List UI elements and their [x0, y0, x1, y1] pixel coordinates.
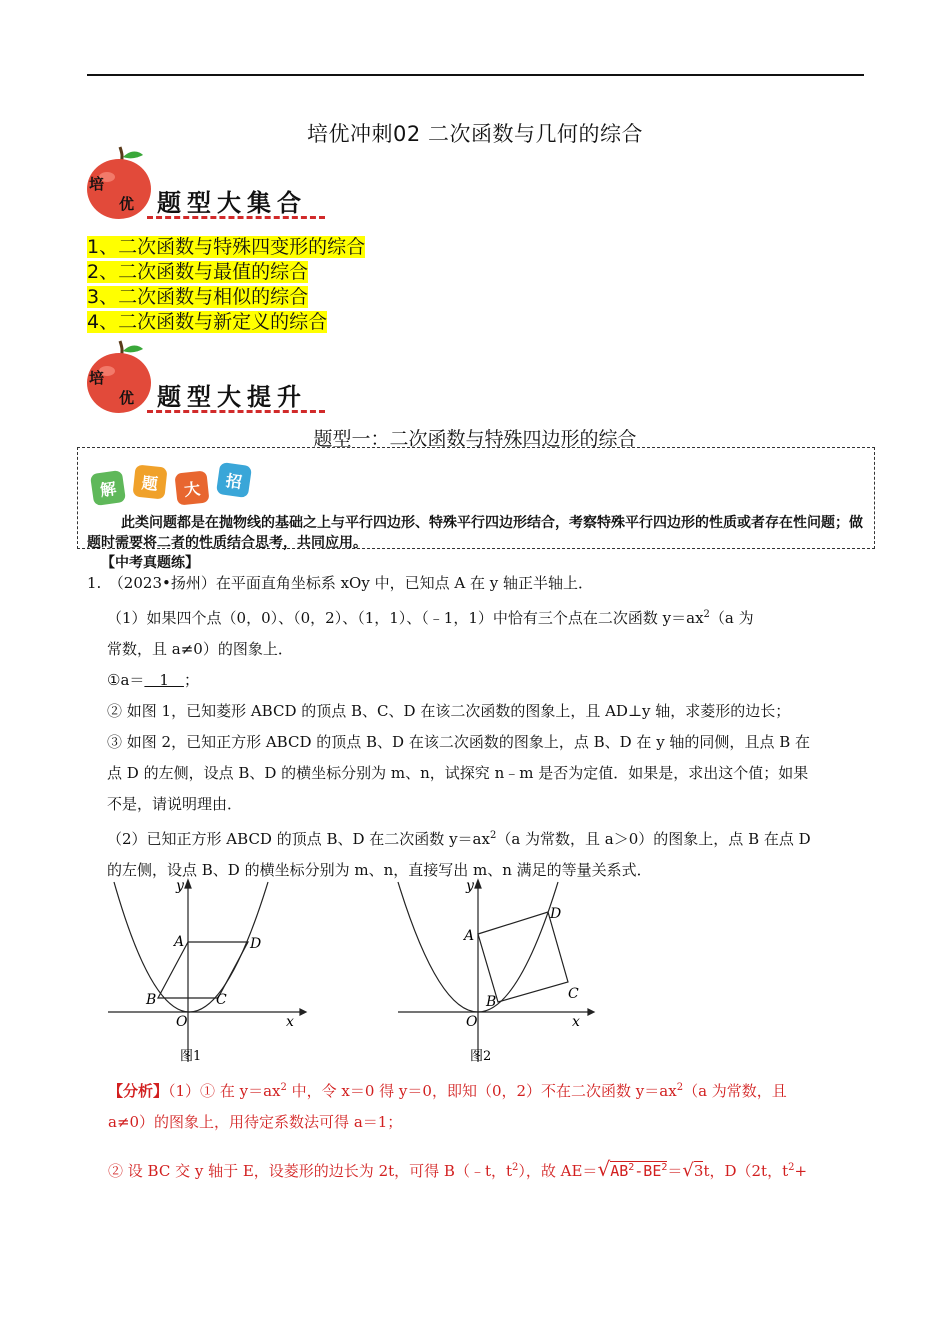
figure-2 — [390, 872, 600, 1072]
tip-badge: 题 — [132, 464, 167, 499]
top-rule — [87, 74, 864, 76]
logo-char-2: 优 — [119, 389, 135, 407]
banner-type-improve — [85, 337, 345, 417]
section-title: 题型一：二次函数与特殊四边形的综合 — [313, 428, 637, 450]
problem-line: 的左侧，设点 B、D 的横坐标分别为 m、n，直接写出 m、n 满足的等量关系式． — [107, 861, 652, 879]
tip-badge: 解 — [90, 470, 126, 506]
fig2-label-y: y — [466, 878, 474, 894]
fig2-label-A: A — [464, 928, 475, 944]
fig1-caption: 图1 — [180, 1049, 202, 1064]
analysis-line: a≠0）的图象上，用待定系数法可得 a＝1； — [108, 1113, 403, 1131]
fig2-label-C: C — [568, 986, 579, 1002]
type-item: 4、二次函数与新定义的综合 — [87, 311, 328, 333]
banner-type-collection — [85, 143, 345, 223]
banner-underline — [147, 216, 325, 219]
problem-line: ② 如图 1，已知菱形 ABCD 的顶点 B、C、D 在该二次函数的图象上，且 AD⊥y 轴，求菱形的边长； — [107, 702, 791, 720]
analysis-line: ② 设 BC 交 y 轴于 E，设菱形的边长为 2t，可得 B（﹣t，$t^2$），故 $AE=√AB^2-BE^2=√3t$，D（2t，$t^2+$ — [108, 1157, 808, 1181]
figure-1 — [100, 872, 310, 1072]
problem-line: 1. （2023•扬州）在平面直角坐标系 xOy 中，已知点 A 在 y 轴正半轴上． — [87, 574, 593, 592]
logo-char-2: 优 — [119, 195, 135, 213]
fig1-label-O: O — [176, 1014, 188, 1030]
fig2-label-B: B — [486, 994, 497, 1010]
banner-underline — [147, 410, 325, 413]
problem-line: 点 D 的左侧，设点 B、D 的横坐标分别为 m、n，试探究 n﹣m 是否为定值．如果是，求出这个值；如果 — [107, 764, 809, 782]
page-title: 培优冲刺02 二次函数与几何的综合 — [307, 122, 643, 146]
tip-badge: 招 — [216, 462, 252, 498]
fig2-label-O: O — [466, 1014, 478, 1030]
fig2-caption: 图2 — [470, 1049, 492, 1064]
problem — [87, 568, 867, 886]
logo-char-1: 培 — [89, 175, 105, 193]
fig1-label-y: y — [176, 878, 184, 894]
fig1-label-D: D — [250, 936, 262, 952]
type-list — [87, 235, 365, 335]
fig1-label-C: C — [216, 992, 227, 1008]
analysis-line: 【分析】（1）① 在 $y=ax^2$ 中，令 x＝0 得 y＝0，即知（0，2）不在二次函数 $y=ax^2(a$ 为常数，且 — [108, 1082, 787, 1100]
tip-badge: 大 — [174, 470, 209, 505]
fig2-label-D: D — [550, 906, 562, 922]
banner-label: 题型大提升 — [157, 383, 307, 411]
type-item: 1、二次函数与特殊四变形的综合 — [87, 236, 366, 258]
fig1-label-B: B — [146, 992, 157, 1008]
banner-label: 题型大集合 — [157, 189, 307, 217]
type-item: 2、二次函数与最值的综合 — [87, 261, 309, 283]
problem-line: 常数，且 a≠0）的图象上． — [107, 640, 293, 658]
fig1-label-A: A — [174, 934, 185, 950]
type-item: 3、二次函数与相似的综合 — [87, 286, 309, 308]
tip-badges — [92, 462, 272, 506]
logo-char-1: 培 — [89, 369, 105, 387]
problem-line: （2）已知正方形 ABCD 的顶点 B、D 在二次函数 $y=ax^2(a$ 为常数，且 a＞0）的图象上，点 B 在点 D — [107, 830, 811, 848]
problem-line: ①a＝ 1 ； — [107, 671, 199, 689]
fig1-label-x: x — [286, 1014, 294, 1030]
problem-line: ③ 如图 2，已知正方形 ABCD 的顶点 B、D 在该二次函数的图象上，点 B、D 在 y 轴的同侧，且点 B 在 — [107, 733, 810, 751]
analysis — [108, 1072, 868, 1187]
tip-text: 此类问题都是在抛物线的基础之上与平行四边形、特殊平行四边形结合，考察特殊平行四边形的性质或者存在性问题；做题时需要将二者的性质结合思考，共同应用。 — [87, 515, 863, 551]
problem-line: 不是，请说明理由． — [107, 795, 243, 813]
practice-header: 【中考真题练】 — [101, 555, 199, 571]
fig2-label-x: x — [572, 1014, 580, 1030]
problem-line: （1）如果四个点（0，0）、（0，2）、（1，1）、（﹣1，1）中恰有三个点在二次函数 $y=ax^2(a$ 为 — [107, 609, 754, 627]
